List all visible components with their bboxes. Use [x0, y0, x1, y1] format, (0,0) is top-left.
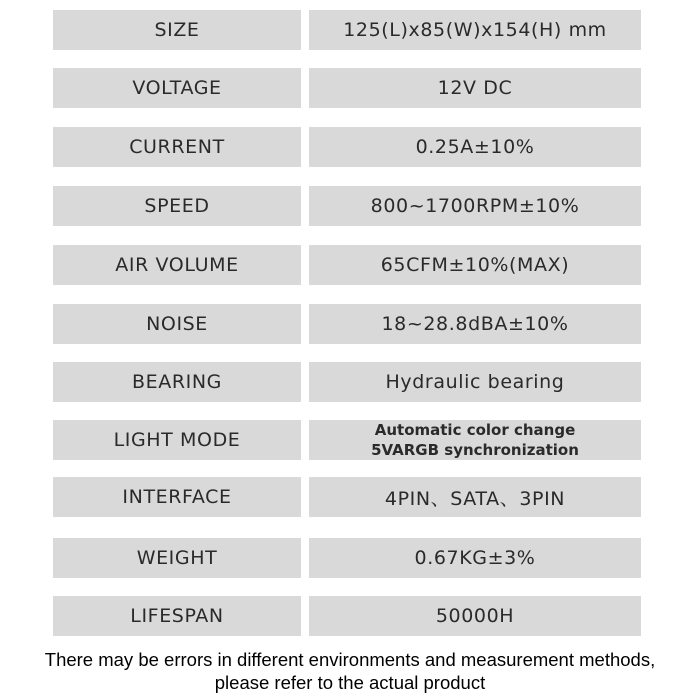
spec-row-current — [53, 127, 641, 167]
spec-row-light-mode — [53, 420, 641, 460]
spec-row-lifespan — [53, 596, 641, 636]
spec-label: VOLTAGE — [53, 68, 301, 108]
spec-row-bearing — [53, 362, 641, 402]
spec-label: SPEED — [53, 186, 301, 226]
spec-value: 0.67KG±3% — [309, 538, 641, 578]
spec-label: NOISE — [53, 304, 301, 344]
spec-row-air-volume — [53, 245, 641, 285]
spec-row-interface — [53, 477, 641, 517]
spec-value-line: Automatic color change — [374, 421, 576, 439]
spec-label: WEIGHT — [53, 538, 301, 578]
spec-value: 0.25A±10% — [309, 127, 641, 167]
spec-row-noise — [53, 304, 641, 344]
spec-value: 12V DC — [309, 68, 641, 108]
spec-label: LIFESPAN — [53, 596, 301, 636]
spec-label: CURRENT — [53, 127, 301, 167]
spec-value: 18~28.8dBA±10% — [309, 304, 641, 344]
spec-label: LIGHT MODE — [53, 420, 301, 460]
spec-value-line: 5VARGB synchronization — [371, 441, 579, 459]
spec-value — [309, 420, 641, 460]
spec-label: BEARING — [53, 362, 301, 402]
disclaimer-line: please refer to the actual product — [214, 672, 486, 693]
spec-value: 4PIN、SATA、3PIN — [309, 477, 641, 517]
spec-value: 50000H — [309, 596, 641, 636]
spec-row-voltage — [53, 68, 641, 108]
spec-label: INTERFACE — [53, 477, 301, 517]
spec-value: 800~1700RPM±10% — [309, 186, 641, 226]
spec-value: 65CFM±10%(MAX) — [309, 245, 641, 285]
spec-row-speed — [53, 186, 641, 226]
disclaimer-line: There may be errors in different environments and measurement methods, — [44, 649, 656, 670]
spec-row-size — [53, 10, 641, 50]
disclaimer-footnote — [0, 648, 700, 694]
spec-value: Hydraulic bearing — [309, 362, 641, 402]
spec-value: 125(L)x85(W)x154(H) mm — [309, 10, 641, 50]
spec-label: SIZE — [53, 10, 301, 50]
spec-row-weight — [53, 538, 641, 578]
spec-label: AIR VOLUME — [53, 245, 301, 285]
